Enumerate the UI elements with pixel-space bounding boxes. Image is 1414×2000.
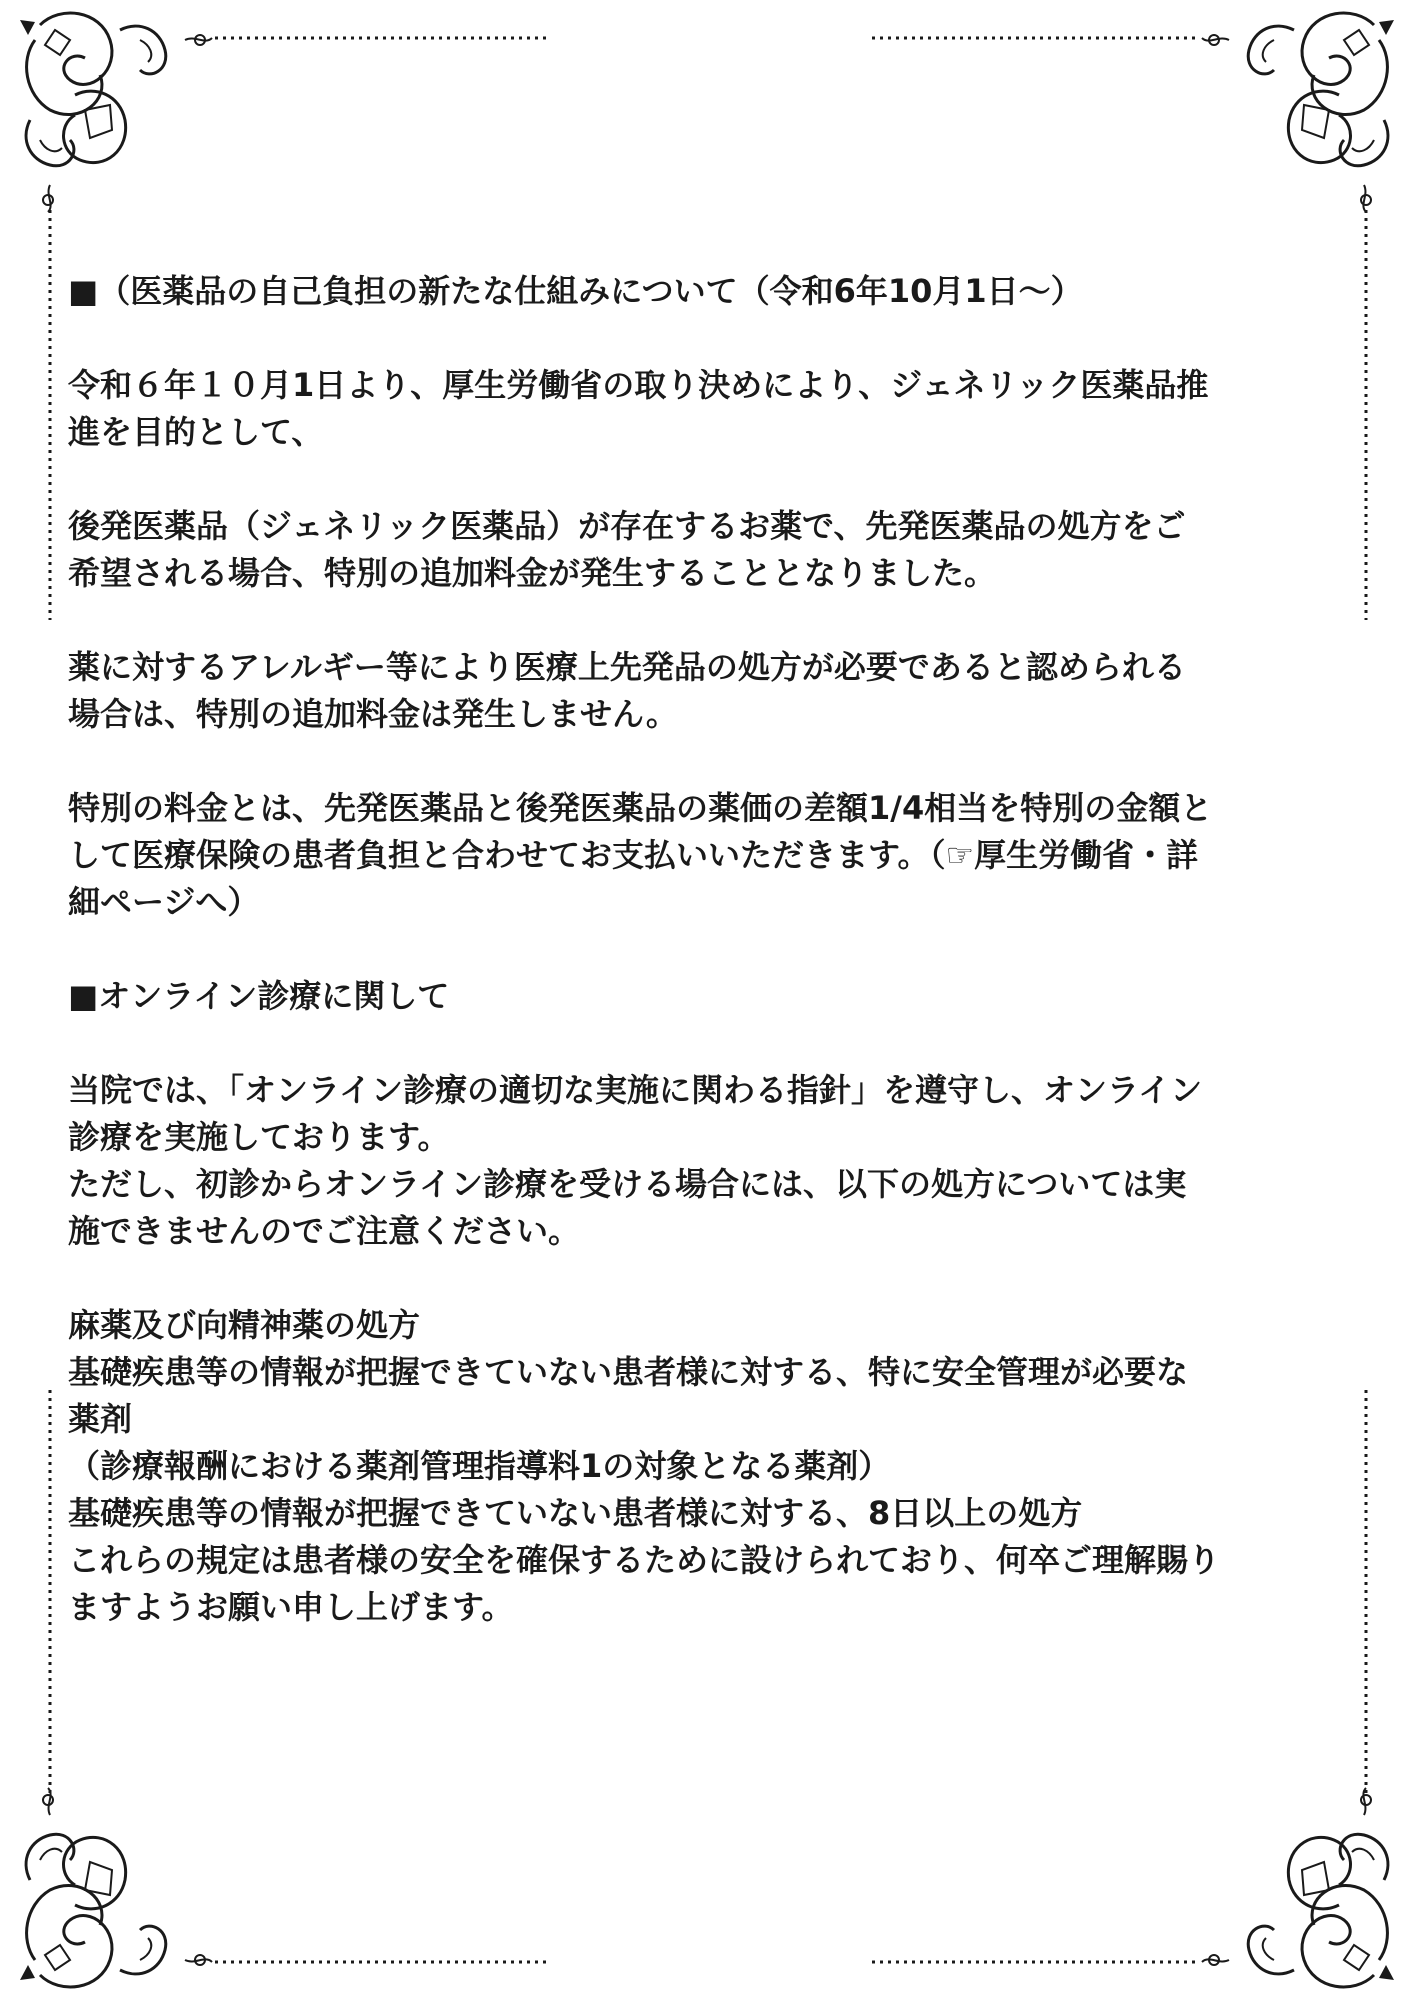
paragraph-prescription-restrictions: 麻薬及び向精神薬の処方 基礎疾患等の情報が把握できていない患者様に対する、特に安全管理が必要な 薬剤 （診療報酬における薬剤管理指導料1の対象となる薬剤） 基礎疾患等の情報が把握できていない患者様に対する、8日以上の処方 これらの規定は患者様の安全を確保するために設けられており、何卒ご理解賜り ますようお願い申し上げます。 xyxy=(68,1306,1221,1626)
heading-online-consultation: ■オンライン診療に関して xyxy=(68,977,450,1015)
paragraph-policy-start: 令和６年１０月1日より、厚生労働省の取り決めにより、ジェネリック医薬品推 進を目的として、 xyxy=(68,366,1209,451)
paragraph-additional-fee: 後発医薬品（ジェネリック医薬品）が存在するお薬で、先発医薬品の処方をご 希望される場合、特別の追加料金が発生することとなりました。 xyxy=(68,507,1186,592)
mhlw-details-link[interactable]: ☞厚生労働省・詳 xyxy=(945,836,1199,874)
paragraph-special-fee-definition: 特別の料金とは、先発医薬品と後発医薬品の薬価の差額1/4相当を特別の金額と して医療保険の患者負担と合わせてお支払いいただきます。（☞厚生労働省・詳 細ページへ） xyxy=(68,789,1213,921)
heading-generic-drug-policy: ■（医薬品の自己負担の新たな仕組みについて（令和6年10月1日〜） xyxy=(68,272,1083,310)
paragraph-online-guidelines: 当院では、「オンライン診療の適切な実施に関わる指針」を遵守し、オンライン 診療を実施しております。 ただし、初診からオンライン診療を受ける場合には、以下の処方については実 施できませんのでご注意ください。 xyxy=(68,1071,1203,1250)
paragraph-allergy-exception: 薬に対するアレルギー等により医療上先発品の処方が必要であると認められる 場合は、特別の追加料金は発生しません。 xyxy=(68,648,1186,733)
notice-body xyxy=(68,268,1358,1631)
